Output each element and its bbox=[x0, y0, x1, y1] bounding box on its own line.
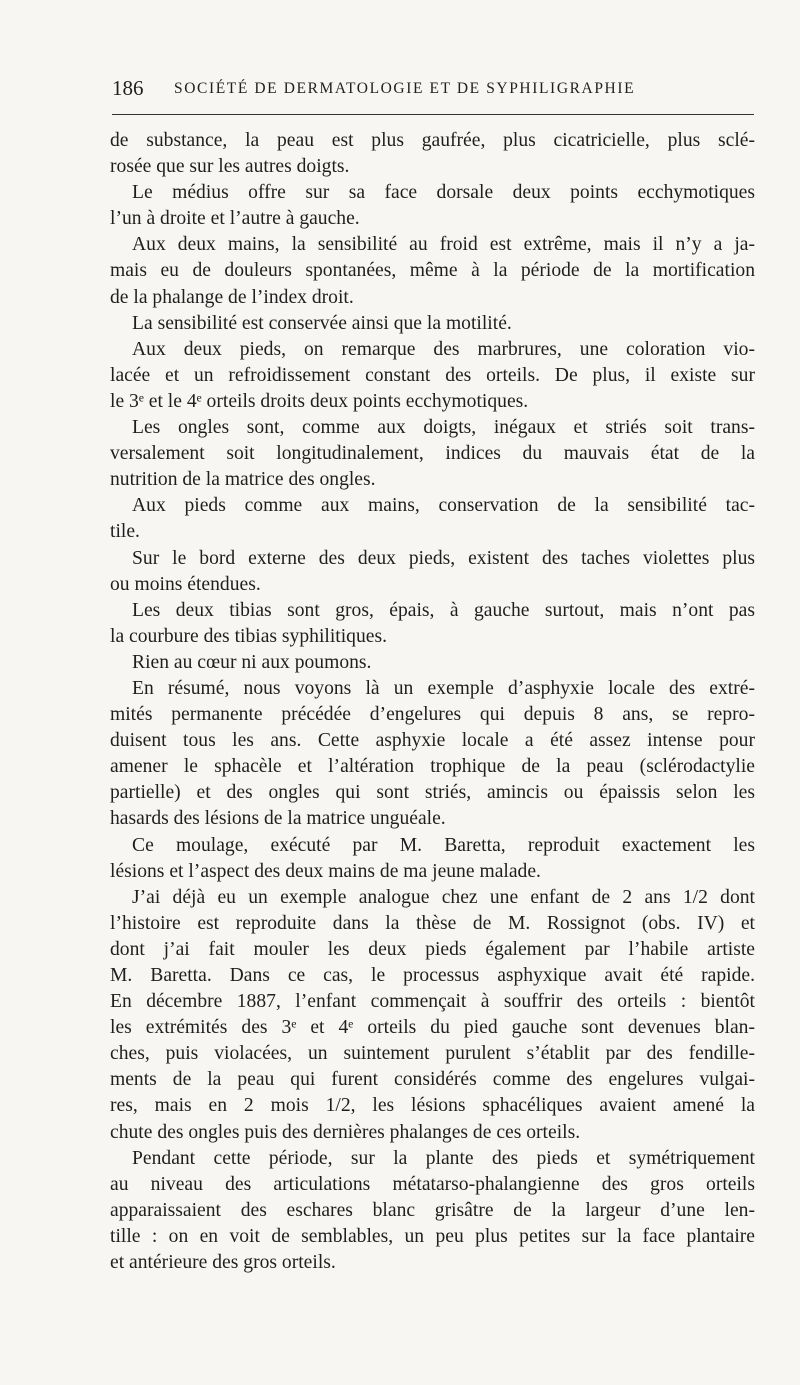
text-line: En résumé, nous voyons là un exemple d’asphyxie locale des extré- bbox=[132, 677, 755, 699]
text-line: Aux deux pieds, on remarque des marbrures, une coloration vio- bbox=[132, 338, 755, 360]
text-line: chute des ongles puis des dernières phalanges de ces orteils. bbox=[110, 1121, 581, 1143]
text-line: nutrition de la matrice des ongles. bbox=[110, 469, 376, 491]
text-line: de la phalange de l’index droit. bbox=[110, 286, 354, 308]
text-line: tile. bbox=[110, 521, 140, 543]
text-line: J’ai déjà eu un exemple analogue chez une enfant de 2 ans 1/2 dont bbox=[132, 886, 755, 908]
text-line: duisent tous les ans. Cette asphyxie locale a été assez intense pour bbox=[110, 730, 755, 752]
text-line: Sur le bord externe des deux pieds, existent des taches violettes plus bbox=[132, 547, 755, 569]
text-line: mités permanente précédée d’engelures qui depuis 8 ans, se repro- bbox=[110, 704, 755, 726]
text-line: la courbure des tibias syphilitiques. bbox=[110, 625, 387, 647]
text-line: La sensibilité est conservée ainsi que la motilité. bbox=[132, 312, 512, 334]
text-line: lacée et un refroidissement constant des orteils. De plus, il existe sur bbox=[110, 364, 755, 386]
text-line: En décembre 1887, l’enfant commençait à souffrir des orteils : bientôt bbox=[110, 991, 755, 1013]
text-line: apparaissaient des eschares blanc grisâtre de la largeur d’une len- bbox=[110, 1199, 755, 1221]
text-line: le 3ᵉ et le 4ᵉ orteils droits deux points ecchymotiques. bbox=[110, 390, 529, 412]
page-header bbox=[112, 76, 754, 102]
text-line: rosée que sur les autres doigts. bbox=[110, 156, 350, 178]
text-line: ches, puis violacées, un suintement purulent s’établit par des fendille- bbox=[110, 1043, 755, 1065]
text-line: Rien au cœur ni aux poumons. bbox=[132, 651, 372, 673]
text-line: Ce moulage, exécuté par M. Baretta, reproduit exactement les bbox=[132, 834, 755, 856]
text-line: partielle) et des ongles qui sont striés, amincis ou épaissis selon les bbox=[110, 782, 755, 804]
page-number: 186 bbox=[112, 76, 144, 100]
text-line: ou moins étendues. bbox=[110, 573, 261, 595]
running-title: SOCIÉTÉ DE DERMATOLOGIE ET DE SYPHILIGRAPHIE bbox=[174, 80, 636, 97]
text-line: tille : on en voit de semblables, un peu plus petites sur la face plantaire bbox=[110, 1225, 755, 1247]
text-line: M. Baretta. Dans ce cas, le processus asphyxique avait été rapide. bbox=[110, 965, 755, 986]
header-rule bbox=[112, 114, 754, 115]
text-line: dont j’ai fait mouler les deux pieds également par l’habile artiste bbox=[110, 938, 755, 960]
text-line: de substance, la peau est plus gaufrée, plus cicatricielle, plus sclé- bbox=[110, 130, 755, 151]
text-line: Aux pieds comme aux mains, conservation de la sensibilité tac- bbox=[132, 495, 755, 517]
text-line: mais eu de douleurs spontanées, même à la période de la mortification bbox=[110, 260, 755, 282]
body-text bbox=[110, 128, 755, 1276]
text-line: Pendant cette période, sur la plante des pieds et symétriquement bbox=[132, 1147, 755, 1169]
text-line: Aux deux mains, la sensibilité au froid est extrême, mais il n’y a ja- bbox=[132, 234, 755, 256]
text-line: versalement soit longitudinalement, indices du mauvais état de la bbox=[110, 443, 755, 465]
text-line: ments de la peau qui furent considérés comme des engelures vulgai- bbox=[110, 1069, 755, 1091]
text-line: au niveau des articulations métatarso-phalangienne des gros orteils bbox=[110, 1173, 755, 1195]
text-line: lésions et l’aspect des deux mains de ma jeune malade. bbox=[110, 860, 541, 882]
text-line: hasards des lésions de la matrice unguéale. bbox=[110, 808, 446, 830]
text-line: Le médius offre sur sa face dorsale deux points ecchymotiques bbox=[132, 182, 755, 204]
text-line: l’histoire est reproduite dans la thèse de M. Rossignot (obs. IV) et bbox=[110, 912, 755, 934]
text-line: les extrémités des 3ᵉ et 4ᵉ orteils du pied gauche sont devenues blan- bbox=[110, 1017, 755, 1039]
text-line: amener le sphacèle et l’altération trophique de la peau (sclérodactylie bbox=[110, 756, 755, 778]
text-line: l’un à droite et l’autre à gauche. bbox=[110, 208, 360, 230]
text-line: Les ongles sont, comme aux doigts, inégaux et striés soit trans- bbox=[132, 417, 755, 439]
text-line: et antérieure des gros orteils. bbox=[110, 1252, 336, 1274]
text-line: Les deux tibias sont gros, épais, à gauche surtout, mais n’ont pas bbox=[132, 599, 755, 621]
text-line: res, mais en 2 mois 1/2, les lésions sphacéliques avaient amené la bbox=[110, 1095, 755, 1117]
